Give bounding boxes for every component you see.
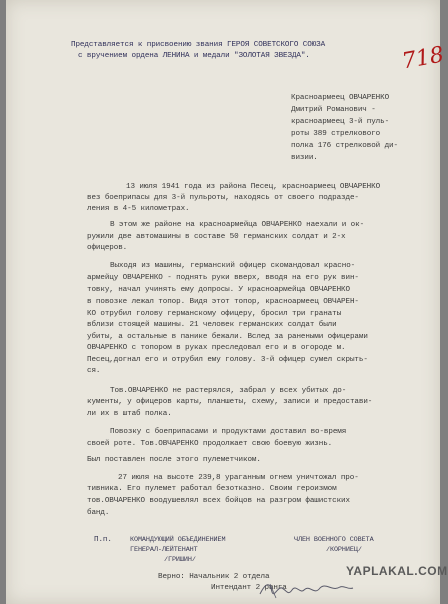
body-line-20: Повозку с боеприпасами и продуктами доставил во-время [110, 428, 347, 436]
body-line-8: армейцу ОВЧАРЕНКО - поднять руки вверх, вводя на его рук вин- [87, 274, 359, 282]
body-line-9: товку, начал учинять ему допросы. У красноармейца ОВЧАРЕНКО [87, 286, 350, 294]
signature-left-line-3: /ГРИШИН/ [164, 556, 196, 564]
body-line-3: ления в 4-5 километрах. [87, 205, 190, 213]
watermark: YAPLAKAL.COM [346, 564, 448, 578]
body-line-6: офицеров. [87, 244, 128, 252]
signature-left-line-1: КОМАНДУЮЩИЙ ОБЪЕДИНЕНИЕМ [130, 536, 226, 544]
candidate-line-2: Дмитрий Романович - [291, 106, 376, 114]
page-number: 718 [400, 42, 446, 75]
body-line-16: ся. [87, 367, 101, 375]
body-line-1: 13 июля 1941 года из района Песец, красноармеец ОВЧАРЕНКО [126, 183, 381, 191]
heading-line-1: Представляется к присвоению звания ГЕРОЯ СОВЕТСКОГО СОЮЗА [71, 41, 326, 49]
certification-line-2: Интендант 2 ранга [211, 584, 287, 592]
heading-line-2: с вручением ордена ЛЕНИНА и медали "ЗОЛОТАЯ ЗВЕЗДА". [78, 52, 310, 60]
body-line-12: вблизи стоящей машины. 21 человек германских солдат были [87, 321, 337, 329]
body-line-2: вез боеприпасы для 3-й пульроты, находясь от своего подразде- [87, 194, 359, 202]
candidate-line-4: роты 389 стрелкового [291, 130, 381, 138]
candidate-line-6: визии. [291, 154, 318, 162]
candidate-line-1: Красноармеец ОВЧАРЕНКО [291, 94, 390, 102]
body-line-10: в повозке лежал топор. Видя этот топор, красноармеец ОВЧАРЕН- [87, 298, 359, 306]
body-line-24: тивника. Его пулемет работал безотказно. Своим героизмом [87, 485, 337, 493]
body-line-19: ли их в штаб полка. [87, 410, 172, 418]
body-line-18: кументы, у офицеров карты, планшеты, схему, записи и предостави- [87, 398, 373, 406]
handwritten-signature [256, 578, 356, 600]
body-line-25: тов.ОВЧАРЕНКО воодушевлял всех бойцов на разгром фашистских [87, 497, 350, 505]
body-line-22: Был поставлен после этого пулеметчиком. [87, 456, 261, 464]
body-line-23: 27 июля на высоте 239,8 ураганным огнем уничтожал про- [118, 474, 359, 482]
candidate-line-5: полка 176 стрелковой ди- [291, 142, 398, 150]
body-line-13: убиты, а остальные в панике бежали. Вслед за ранеными офицерами [87, 333, 368, 341]
body-line-26: банд. [87, 509, 110, 517]
signature-pp: П.п. [94, 536, 112, 544]
signature-right-line-1: ЧЛЕН ВОЕННОГО СОВЕТА [294, 536, 374, 544]
body-line-21: своей роте. Тов.ОВЧАРЕНКО продолжает свою боевую жизнь. [87, 440, 333, 448]
body-line-17: Тов.ОВЧАРЕНКО не растерялся, забрал у всех убитых до- [110, 387, 347, 395]
signature-right-line-2: /КОРНИЕЦ/ [326, 546, 362, 554]
body-line-7: Выходя из машины, германский офицер скомандовал красно- [110, 262, 356, 270]
signature-left-line-2: ГЕНЕРАЛ-ЛЕЙТЕНАНТ [130, 546, 198, 554]
candidate-line-3: красноармеец 3-й пуль- [291, 118, 390, 126]
document-sheet [6, 0, 448, 604]
body-line-15: Песец,догнал его и отрубил ему голову. 3-й офицер сумел скрыть- [87, 356, 368, 364]
body-line-11: КО отрубил голову германскому офицеру, бросил три гранаты [87, 310, 342, 318]
body-line-4: В этом же районе на красноармейца ОВЧАРЕНКО наехали и ок- [110, 221, 365, 229]
body-line-14: ОВЧАРЕНКО с топором в руках преследовал его и в огороде м. [87, 344, 346, 352]
certification-line-1: Верно: Начальник 2 отдела [158, 573, 270, 581]
body-line-5: ружили две автомашины в составе 50 германских солдат и 2-х [87, 233, 346, 241]
